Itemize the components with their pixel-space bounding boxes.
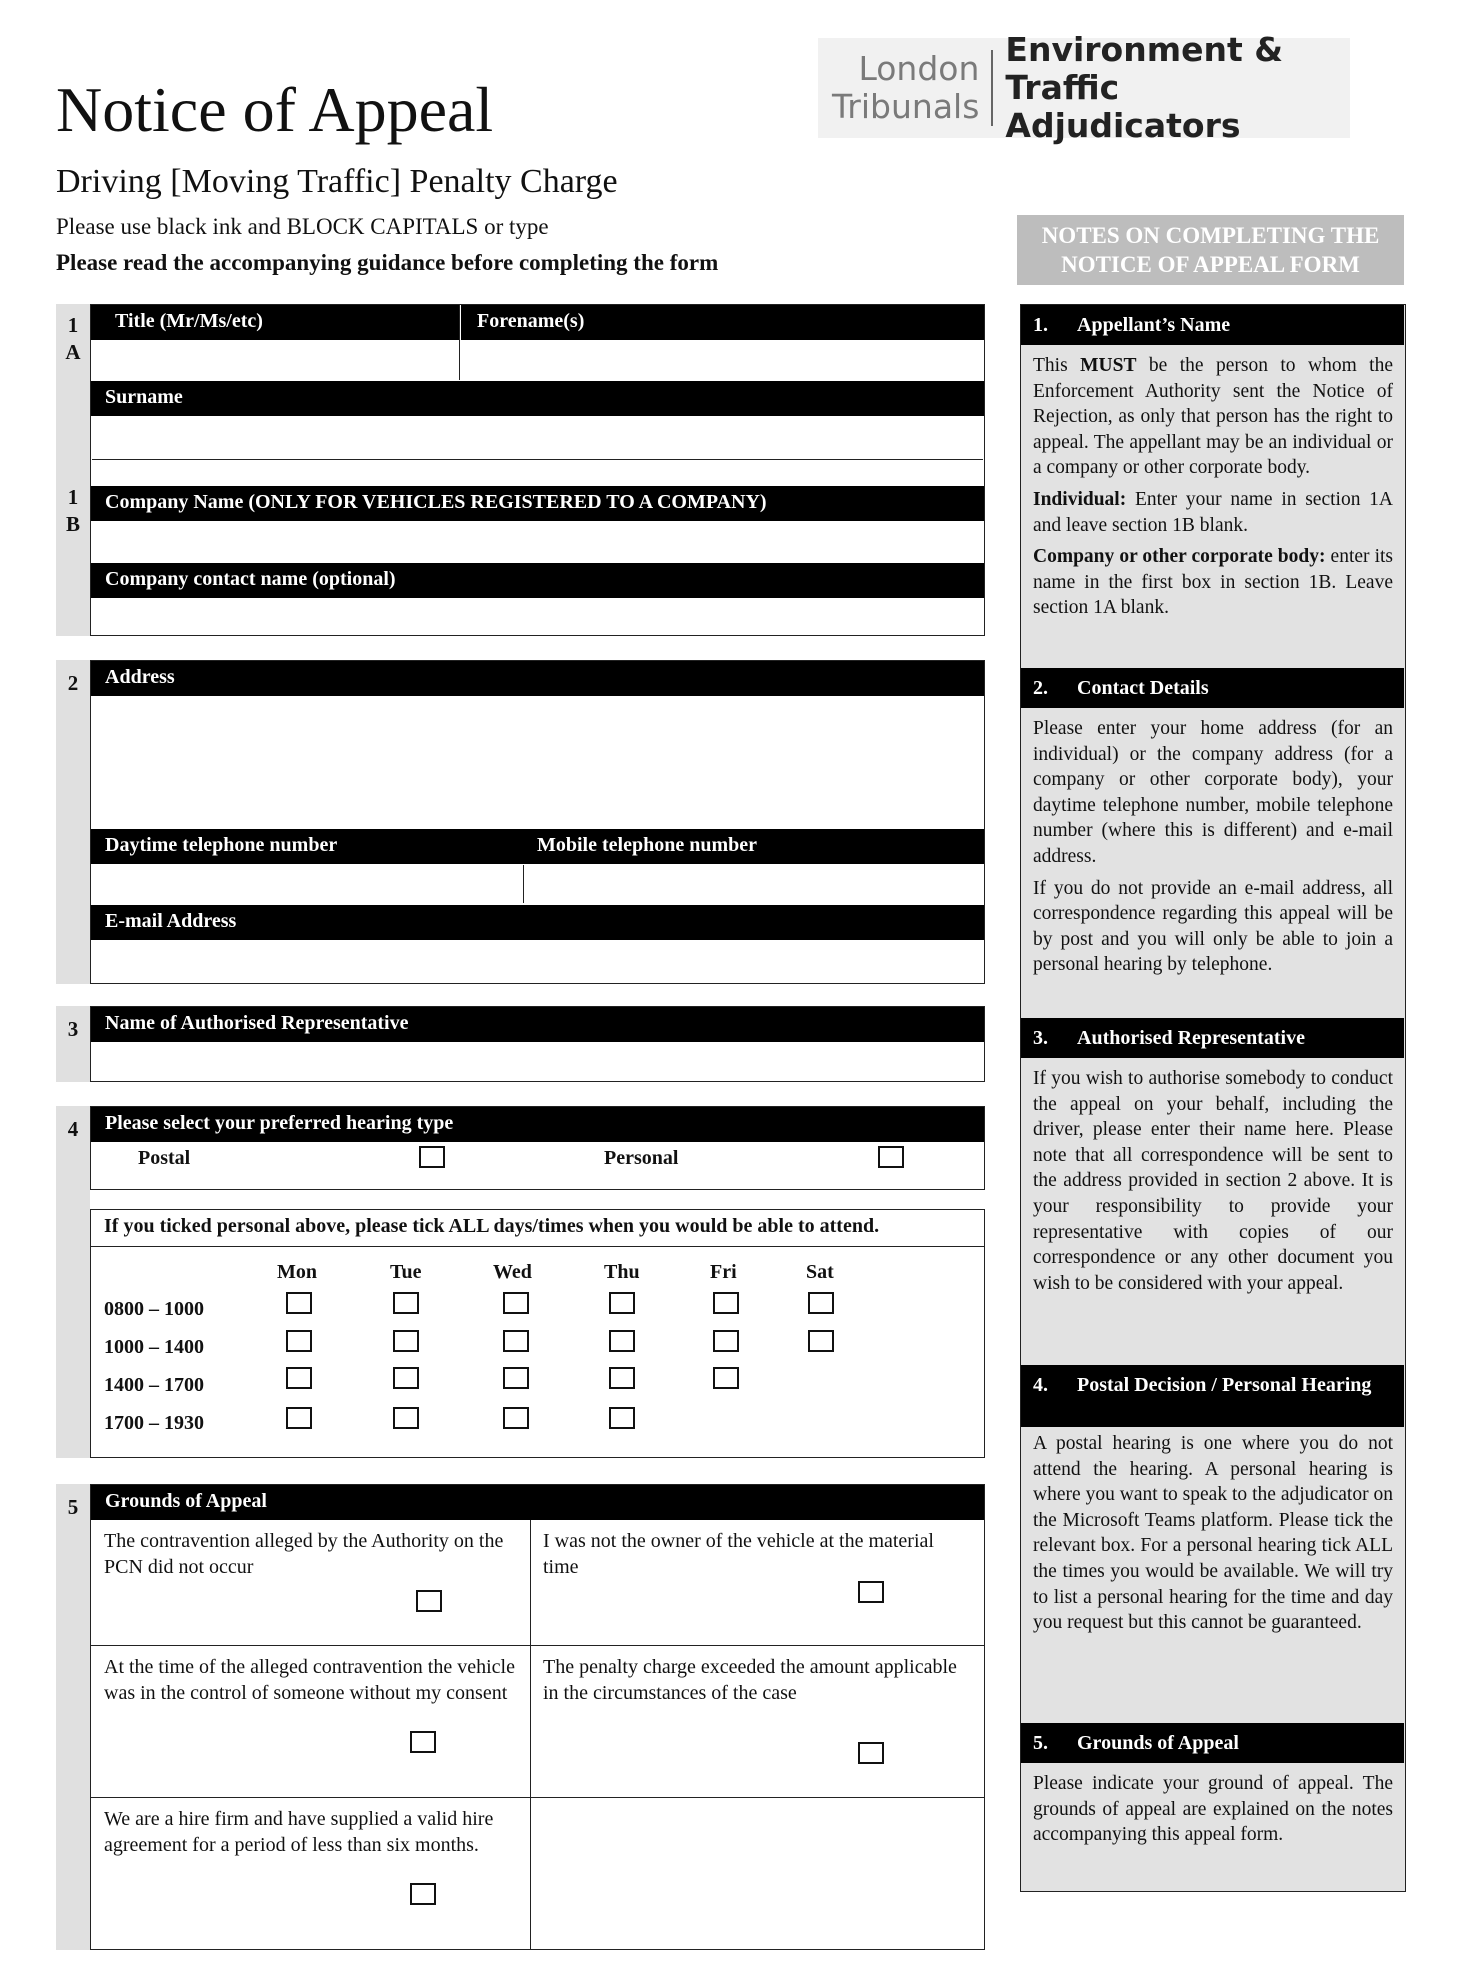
section-number: 1	[67, 485, 79, 509]
logo-environment: Environment &	[1005, 30, 1284, 69]
logo-right	[993, 31, 1350, 145]
note-heading-text: Contact Details	[1077, 677, 1209, 699]
section-1b-number	[56, 484, 90, 538]
company-contact-label: Company contact name (optional)	[91, 563, 984, 598]
availability-divider	[91, 1246, 984, 1248]
availability-checkbox[interactable]	[393, 1367, 419, 1389]
ground-1-text: The contravention alleged by the Authority on the PCN did not occur	[104, 1530, 504, 1578]
note-2-paragraph: Please enter your home address (for an individual) or the company address (for a company or other corporate body), your daytime telephone number, mobile telephone number (where this is different) and e-mail address.	[1033, 718, 1393, 867]
surname-label: Surname	[91, 381, 984, 416]
availability-checkbox[interactable]	[713, 1367, 739, 1389]
note-heading-text: Authorised Representative	[1077, 1027, 1305, 1049]
surname-input[interactable]	[92, 417, 983, 460]
title-input[interactable]	[92, 341, 458, 379]
availability-checkbox[interactable]	[503, 1292, 529, 1314]
note-4-paragraph: A postal hearing is one where you do not attend the hearing. A personal hearing is where you want to speak to the adjudicator on the Microsoft Teams platform. Please tick the relevant box. For a personal hearing tick ALL the times you would be available. We will try to list a personal hearing for the time and day you request but this cannot be guaranteed.	[1033, 1433, 1393, 1634]
availability-checkbox[interactable]	[503, 1330, 529, 1352]
availability-checkbox[interactable]	[393, 1330, 419, 1352]
notes-header: NOTES ON COMPLETING THE NOTICE OF APPEAL FORM	[1017, 215, 1404, 285]
note-bold-text: MUST	[1080, 355, 1137, 376]
representative-label: Name of Authorised Representative	[91, 1007, 984, 1042]
mobile-phone-input[interactable]	[525, 865, 983, 903]
daytime-phone-label: Daytime telephone number	[91, 829, 523, 864]
note-bold-text: Company or other corporate body:	[1033, 546, 1326, 568]
address-label: Address	[91, 661, 984, 696]
day-fri: Fri	[710, 1261, 737, 1283]
availability-checkbox[interactable]	[609, 1330, 635, 1352]
note-1-paragraph	[1033, 353, 1393, 481]
note-2-body	[1033, 716, 1393, 984]
note-1-heading	[1021, 305, 1404, 345]
availability-checkbox[interactable]	[393, 1292, 419, 1314]
day-mon: Mon	[277, 1261, 317, 1283]
ground-3-text: At the time of the alleged contravention the vehicle was in the control of someone without my consent	[104, 1656, 515, 1704]
availability-checkbox[interactable]	[609, 1367, 635, 1389]
note-number: 3.	[1033, 1027, 1048, 1049]
company-contact-input[interactable]	[92, 599, 983, 634]
grounds-row-divider	[91, 1645, 984, 1647]
section-3-number: 3	[67, 1017, 79, 1041]
company-name-input[interactable]	[92, 522, 983, 562]
availability-checkbox[interactable]	[713, 1330, 739, 1352]
time-1000-1400: 1000 – 1400	[104, 1336, 204, 1358]
note-2-paragraph: If you do not provide an e-mail address, all correspondence regarding this appeal will be by post and you will only be able to join a personal hearing by telephone.	[1033, 877, 1393, 976]
personal-checkbox[interactable]	[878, 1146, 904, 1168]
postal-checkbox[interactable]	[419, 1146, 445, 1168]
forename-label: Forename(s)	[461, 305, 984, 340]
company-name-label: Company Name (ONLY FOR VEHICLES REGISTERED TO A COMPANY)	[91, 486, 984, 521]
note-5-paragraph: Please indicate your ground of appeal. The grounds of appeal are explained on the notes accompanying this appeal form.	[1033, 1773, 1393, 1846]
logo-left	[818, 50, 993, 126]
note-1-paragraph	[1033, 544, 1393, 621]
email-input[interactable]	[92, 941, 983, 982]
note-heading-text: Postal Decision / Personal Hearing	[1077, 1374, 1372, 1396]
ground-2-text: I was not the owner of the vehicle at the material time	[543, 1530, 934, 1578]
note-heading-text: Appellant’s Name	[1077, 314, 1231, 336]
ground-5-checkbox[interactable]	[410, 1883, 436, 1905]
representative-input[interactable]	[92, 1043, 983, 1080]
day-tue: Tue	[390, 1261, 422, 1283]
title-label: Title (Mr/Ms/etc)	[91, 305, 459, 340]
instruction-text: Please use black ink and BLOCK CAPITALS or type	[56, 214, 549, 239]
ground-4-text: The penalty charge exceeded the amount applicable in the circumstances of the case	[543, 1656, 957, 1704]
section-letter: A	[65, 340, 81, 364]
notes-panel	[1020, 304, 1406, 1892]
ground-3-checkbox[interactable]	[410, 1731, 436, 1753]
grounds-label: Grounds of Appeal	[91, 1485, 984, 1520]
availability-checkbox[interactable]	[808, 1292, 834, 1314]
section-4-number: 4	[67, 1117, 79, 1141]
logo-london: London	[858, 49, 980, 88]
note-text: Enter your name in section 1A and leave section 1B blank.	[1033, 488, 1393, 536]
logo-tribunals: Tribunals	[832, 87, 980, 126]
note-3-body	[1033, 1066, 1393, 1302]
note-3-paragraph: If you wish to authorise somebody to conduct the appeal on your behalf, including the driver, please enter their name here. Please note that all correspondence will be sent to the address provided in section 2 above. It is your responsibility to provide your representative with copies of our correspondence or any other document you wish to be considered with your appeal.	[1033, 1068, 1393, 1294]
logo-traffic-adjudicators: Traffic Adjudicators	[1005, 68, 1241, 145]
mobile-phone-label: Mobile telephone number	[523, 829, 984, 864]
note-5-body	[1033, 1771, 1393, 1854]
time-1700-1930: 1700 – 1930	[104, 1412, 204, 1434]
note-4-heading	[1021, 1365, 1404, 1427]
note-5-heading	[1021, 1723, 1404, 1763]
ground-4-checkbox[interactable]	[858, 1742, 884, 1764]
day-thu: Thu	[604, 1261, 640, 1283]
page-subtitle: Driving [Moving Traffic] Penalty Charge	[56, 163, 618, 200]
note-text: be the person to whom the Enforcement Authority sent the Notice of Rejection, as only that person has the right to appeal. The appellant may be an individual or a company or other corporate body.	[1033, 355, 1393, 479]
note-1-body	[1033, 353, 1393, 627]
availability-checkbox[interactable]	[713, 1292, 739, 1314]
note-number: 1.	[1033, 314, 1048, 336]
availability-checkbox[interactable]	[503, 1407, 529, 1429]
note-4-body	[1033, 1431, 1393, 1642]
section-2-sidebar	[56, 660, 90, 984]
note-heading-text: Grounds of Appeal	[1077, 1732, 1239, 1754]
ground-1-checkbox[interactable]	[416, 1590, 442, 1612]
section-5-sidebar	[56, 1484, 90, 1950]
availability-checkbox[interactable]	[286, 1407, 312, 1429]
postal-label: Postal	[138, 1147, 191, 1169]
note-number: 2.	[1033, 677, 1048, 699]
hearing-type-label: Please select your preferred hearing type	[91, 1107, 984, 1142]
grounds-column-divider	[530, 1520, 532, 1949]
availability-checkbox[interactable]	[808, 1330, 834, 1352]
grounds-row-divider	[91, 1797, 984, 1799]
day-wed: Wed	[493, 1261, 532, 1283]
note-3-heading	[1021, 1018, 1404, 1058]
personal-label: Personal	[604, 1147, 679, 1169]
section-5-number: 5	[67, 1495, 79, 1519]
note-text: enter its name in the first box in section 1B. Leave section 1A blank.	[1033, 546, 1393, 619]
note-bold-text: Individual:	[1033, 488, 1127, 510]
address-input[interactable]	[92, 697, 983, 828]
availability-checkbox[interactable]	[609, 1407, 635, 1429]
note-number: 4.	[1033, 1374, 1048, 1396]
ground-2-checkbox[interactable]	[858, 1581, 884, 1603]
note-1-paragraph	[1033, 487, 1393, 538]
page-title: Notice of Appeal	[56, 74, 494, 145]
note-2-heading	[1021, 668, 1404, 708]
section-letter: B	[65, 512, 80, 536]
availability-checkbox[interactable]	[609, 1292, 635, 1314]
email-label: E-mail Address	[91, 905, 984, 940]
availability-checkbox[interactable]	[393, 1407, 419, 1429]
availability-checkbox[interactable]	[286, 1292, 312, 1314]
daytime-phone-input[interactable]	[92, 865, 522, 903]
section-1a-number	[56, 312, 90, 366]
section-number: 1	[67, 313, 79, 337]
section-4-sidebar	[56, 1106, 90, 1458]
day-sat: Sat	[806, 1261, 834, 1283]
availability-checkbox[interactable]	[286, 1330, 312, 1352]
ground-5-text: We are a hire firm and have supplied a valid hire agreement for a period of less than six months.	[104, 1808, 494, 1856]
section-2-number: 2	[67, 671, 79, 695]
note-number: 5.	[1033, 1732, 1048, 1754]
availability-checkbox[interactable]	[286, 1367, 312, 1389]
note-text: This	[1033, 355, 1081, 376]
time-1400-1700: 1400 – 1700	[104, 1374, 204, 1396]
guidance-instruction: Please read the accompanying guidance before completing the form	[56, 250, 719, 275]
tribunal-logo	[818, 30, 1350, 145]
availability-checkbox[interactable]	[503, 1367, 529, 1389]
availability-instruction: If you ticked personal above, please tick ALL days/times when you would be able to attend.	[104, 1215, 880, 1237]
time-0800-1000: 0800 – 1000	[104, 1298, 204, 1320]
forename-input[interactable]	[461, 341, 983, 379]
